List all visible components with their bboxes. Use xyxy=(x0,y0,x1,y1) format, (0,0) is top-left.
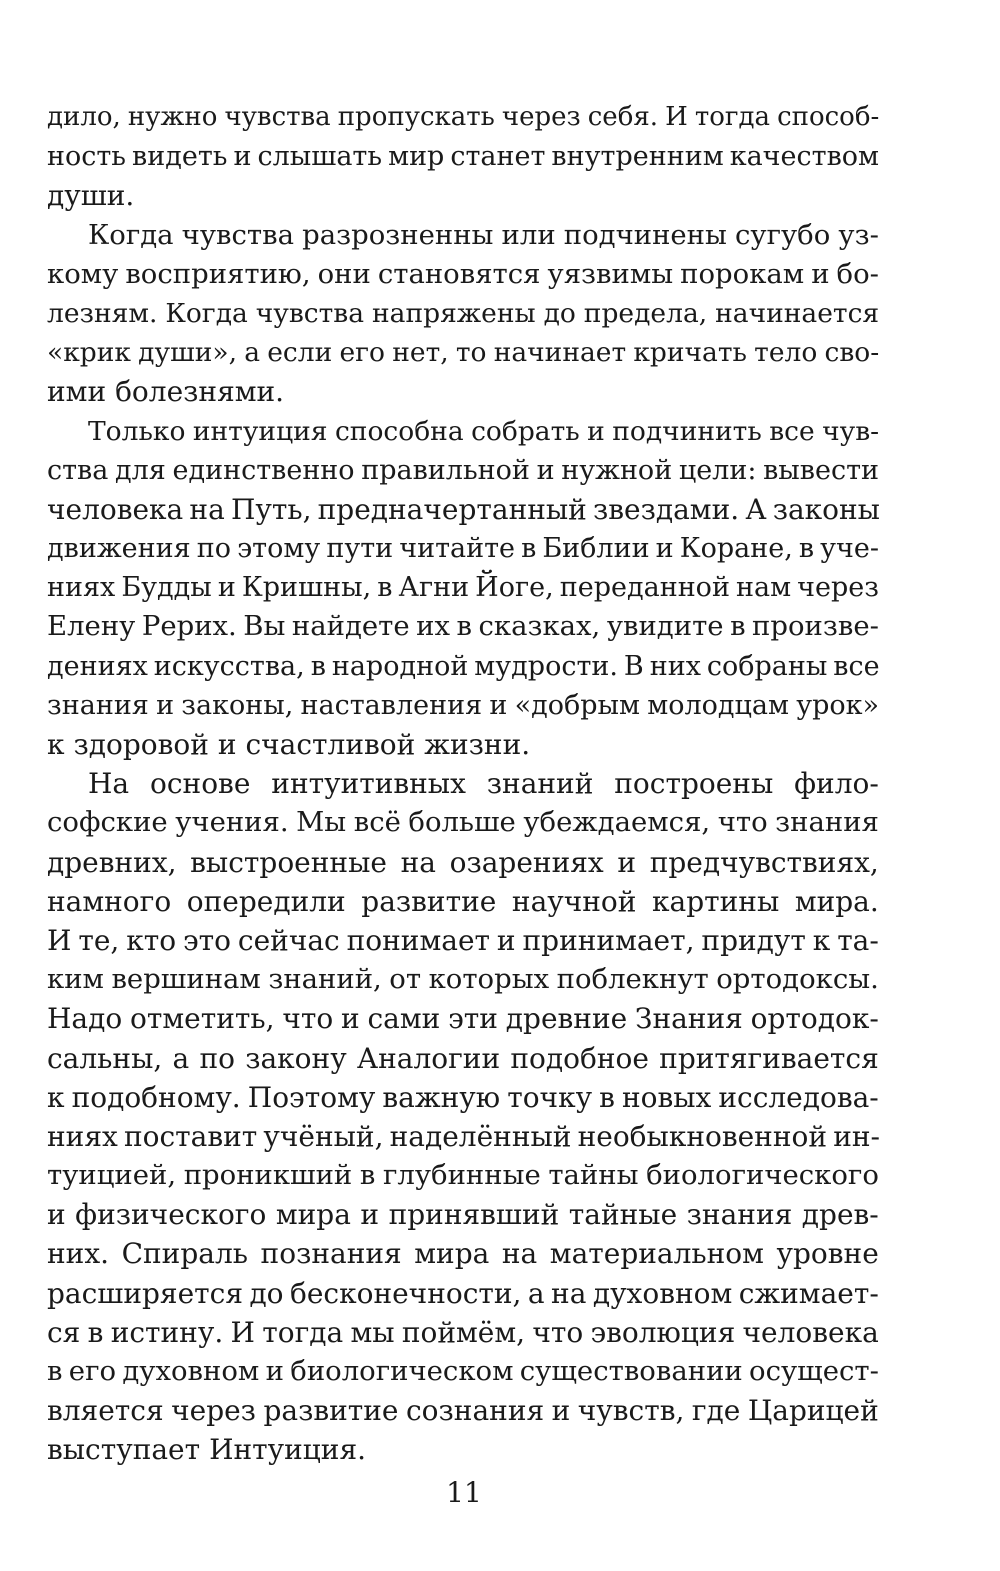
text-line: На основе интуитивных знаний построены фило- xyxy=(88,767,879,801)
text-line: сальны, а по закону Аналогии подобное притягивается xyxy=(47,1041,879,1075)
body-text xyxy=(47,98,885,1470)
text-line: них. Спираль познания мира на материальном уровне xyxy=(47,1237,879,1271)
text-line: ства для единственно правильной и нужной цели: вывести xyxy=(47,454,880,486)
text-line: ность видеть и слышать мир станет внутренним качеством xyxy=(47,141,880,173)
text-line: ся в истину. И тогда мы поймём, что эволюция человека xyxy=(47,1315,879,1349)
text-line: выступает Интуиция. xyxy=(47,1433,367,1467)
text-line: Надо отметить, что и сами эти древние Знания ортодок- xyxy=(47,1002,879,1036)
text-line: лезням. Когда чувства напряжены до предела, начинается xyxy=(47,297,880,329)
text-line: знания и законы, наставления и «добрым молодцам урок» xyxy=(47,689,880,721)
text-line: вляется через развитие сознания и чувств, где Царицей xyxy=(47,1394,879,1428)
text-line: движения по этому пути читайте в Библии и Коране, в уче- xyxy=(47,533,879,565)
text-line: дениях искусства, в народной мудрости. В них собраны все xyxy=(47,650,880,682)
text-line: Только интуиция способна собрать и подчинить все чув- xyxy=(88,415,880,447)
text-line: «крик души», а если его нет, то начинает кричать тело сво- xyxy=(47,337,880,369)
text-line: к подобному. Поэтому важную точку в новых исследова- xyxy=(47,1080,879,1114)
text-line: к здоровой и счастливой жизни. xyxy=(47,728,531,761)
text-line: человека на Путь, предначертанный звездами. А законы xyxy=(47,492,880,526)
page-number: 11 xyxy=(446,1476,482,1509)
paragraph xyxy=(47,98,885,216)
text-line: И те, кто это сейчас понимает и принимает, придут к та- xyxy=(47,923,879,957)
text-line: ими болезнями. xyxy=(47,375,285,409)
paragraph xyxy=(47,412,885,765)
text-line: ниях Будды и Кришны, в Агни Йоге, переданной нам через xyxy=(47,572,879,604)
text-line: и физического мира и принявший тайные знания древ- xyxy=(47,1198,879,1232)
text-line: ким вершинам знаний, от которых поблекнут ортодоксы. xyxy=(47,963,879,996)
text-line: софские учения. Мы всё больше убеждаемся, что знания xyxy=(47,806,879,839)
text-line: ниях поставит учёный, наделённый необыкновенной ин- xyxy=(47,1119,880,1153)
paragraph xyxy=(47,764,885,1469)
text-line: в его духовном и биологическом существовании осущест- xyxy=(47,1355,879,1387)
paragraph xyxy=(47,216,885,412)
text-line: расширяется до бесконечности, а на духовном сжимает- xyxy=(47,1276,879,1310)
text-line: древних, выстроенные на озарениях и предчувствиях, xyxy=(47,845,879,879)
text-line: кому восприятию, они становятся уязвимы порокам и бо- xyxy=(47,257,879,290)
text-line: Когда чувства разрозненны или подчинены сугубо уз- xyxy=(88,218,879,251)
text-line: намного опередили развитие научной картины мира. xyxy=(47,884,879,918)
text-line: Елену Рерих. Вы найдете их в сказках, увидите в произве- xyxy=(47,610,879,643)
text-line: души. xyxy=(47,179,135,213)
text-line: туицией, проникший в глубинные тайны биологического xyxy=(47,1159,879,1192)
text-line: дило, нужно чувства пропускать через себя. И тогда способ- xyxy=(47,102,880,132)
